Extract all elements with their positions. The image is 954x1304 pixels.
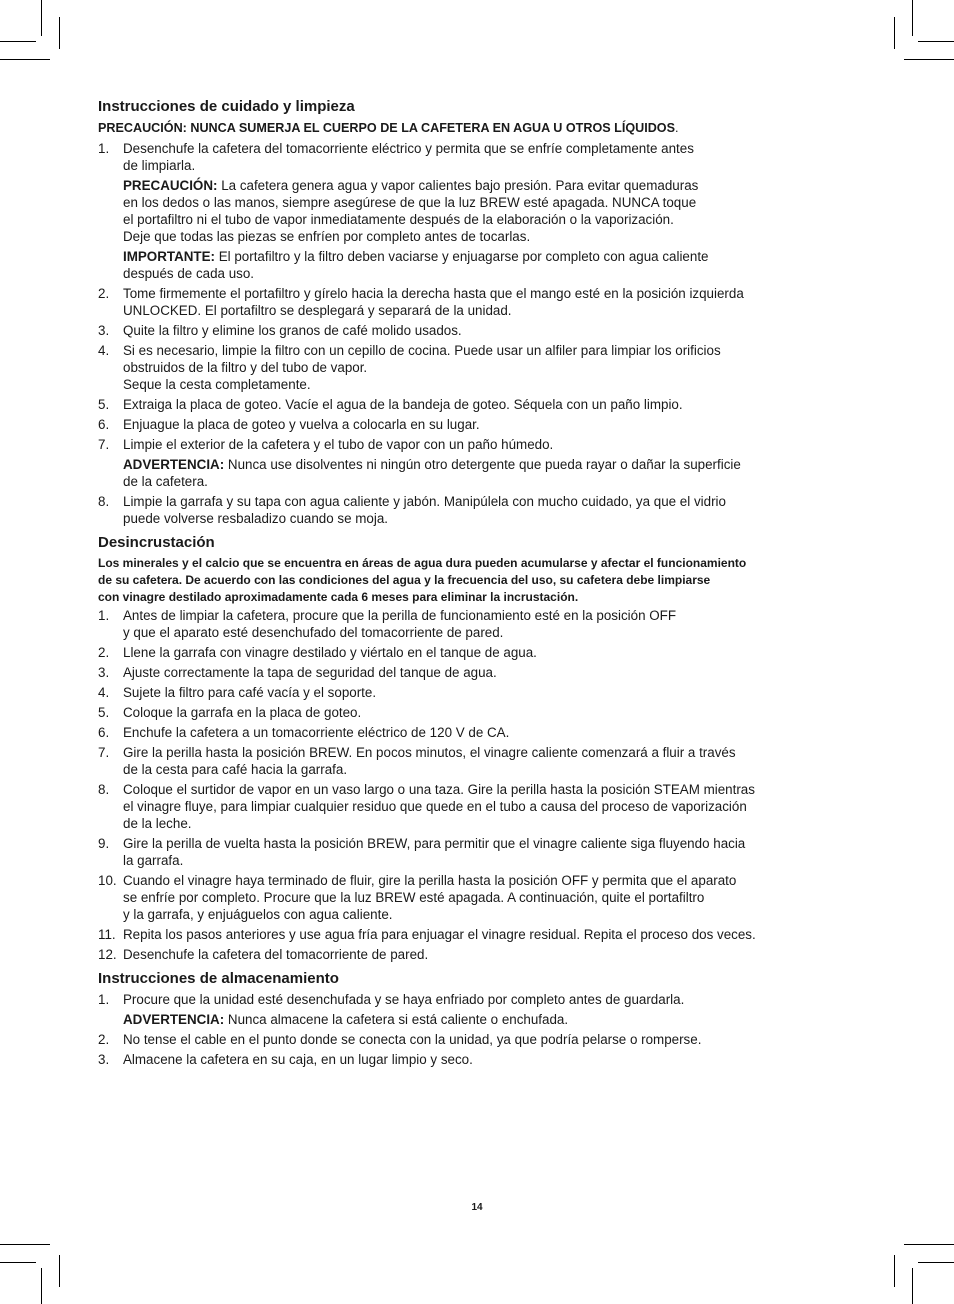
care-heading: Instrucciones de cuidado y limpieza [98,98,355,115]
care-caution: PRECAUCIÓN: NUNCA SUMERJA EL CUERPO DE LA CAFETERA EN AGUA U OTROS LÍQUIDOS. [98,121,679,135]
care-note-important: IMPORTANTE: El portafiltro y la filtro deben vaciarse y enjuagarse por completo con agua caliente después de cada uso. [123,249,709,281]
descaling-step-8: 8. Coloque el surtidor de vapor en un vaso largo o una taza. Gire la perilla hasta la posición STEAM mientras el vinagre fluye, para limpiar cualquier residuo que quede en el tubo a causa del proceso de vaporización de la leche. [98,782,755,831]
descaling-step-9: 9. Gire la perilla de vuelta hasta la posición BREW, para permitir que el vinagre caliente siga fluyendo hacia la garrafa. [98,836,746,868]
descaling-step-2: 2. Llene la garrafa con vinagre destilado y viértalo en el tanque de agua. [98,645,537,660]
crop-mark [904,1244,954,1245]
crop-mark [59,1255,60,1287]
crop-mark [41,1268,42,1304]
crop-mark [0,59,50,60]
descaling-step-1: 1. Antes de limpiar la cafetera, procure que la perilla de funcionamiento esté en la posición OFF y que el aparato esté desenchufado del tomacorriente de pared. [98,608,677,640]
storage-step-2: 2. No tense el cable en el punto donde se conecta con la unidad, ya que podría pelarse o romperse. [98,1032,702,1047]
crop-mark [0,41,36,42]
care-step-4: 4. Si es necesario, limpie la filtro con un cepillo de cocina. Puede usar un alfiler para limpiar los orificios obstruidos de la filtro y del tubo de vapor. Seque la cesta completamente. [98,343,721,392]
crop-mark [59,17,60,49]
storage-note-warning: ADVERTENCIA: Nunca almacene la cafetera si está caliente o enchufada. [123,1012,569,1027]
descaling-intro: Los minerales y el calcio que se encuentra en áreas de agua dura pueden acumularse y afectar el funcionamiento de su cafetera. De acuerdo con las condiciones del agua y la frecuencia del uso, su cafetera debe limpiarse con vinagre destilado aproximadamente cada 6 meses para eliminar la incrustación. [98,556,747,604]
crop-mark [904,59,954,60]
descaling-step-3: 3. Ajuste correctamente la tapa de seguridad del tanque de agua. [98,665,497,680]
descaling-step-10: 10. Cuando el vinagre haya terminado de fluir, gire la perilla hasta la posición OFF y permita que el aparato se enfríe por completo. Procure que la luz BREW esté apagada. A continuación, quite el portafiltro y la garrafa, y enjuáguelos con agua caliente. [98,873,737,922]
care-note-caution: PRECAUCIÓN: La cafetera genera agua y vapor calientes bajo presión. Para evitar quemaduras en los dedos o las manos, siempre asegúrese de que la luz BREW esté apagada. NUNCA toque el portafiltro ni el tubo de vapor inmediatamente después de la elaboración o la vaporización. Deje que todas las piezas se enfríen por completo antes de tocarlas. [123,178,699,244]
page-number: 14 [471,1202,483,1213]
descaling-step-6: 6. Enchufe la cafetera a un tomacorriente eléctrico de 120 V de CA. [98,725,510,740]
crop-mark [894,1255,895,1287]
crop-mark [918,41,954,42]
care-step-8: 8. Limpie la garrafa y su tapa con agua caliente y jabón. Manipúlela con mucho cuidado, ya que el vidrio puede volverse resbaladizo cuando se moja. [98,494,726,526]
storage-heading: Instrucciones de almacenamiento [98,970,339,987]
care-step-5: 5. Extraiga la placa de goteo. Vacíe el agua de la bandeja de goteo. Séquela con un paño limpio. [98,397,683,412]
crop-mark [912,0,913,36]
storage-step-3: 3. Almacene la cafetera en su caja, en un lugar limpio y seco. [98,1052,473,1067]
descaling-step-12: 12. Desenchufe la cafetera del tomacorriente de pared. [98,947,429,962]
crop-mark [894,17,895,49]
care-step-3: 3. Quite la filtro y elimine los granos de café molido usados. [98,323,462,338]
descaling-step-5: 5. Coloque la garrafa en la placa de goteo. [98,705,362,720]
care-step-6: 6. Enjuague la placa de goteo y vuelva a colocarla en su lugar. [98,417,480,432]
descaling-heading: Desincrustación [98,534,215,551]
crop-mark [0,1262,36,1263]
descaling-step-11: 11. Repita los pasos anteriores y use agua fría para enjuagar el vinagre residual. Repita el proceso dos veces. [98,927,756,942]
care-note-warning: ADVERTENCIA: Nunca use disolventes ni ningún otro detergente que pueda rayar o dañar la superficie de la cafetera. [123,457,741,489]
page-content [98,97,868,1068]
storage-step-1: 1. Procure que la unidad esté desenchufada y se haya enfriado por completo antes de guardarla. [98,992,685,1007]
care-step-2: 2. Tome firmemente el portafiltro y gírelo hacia la derecha hasta que el mango esté en la posición izquierda UNLOCKED. El portafiltro se desplegará y separará de la unidad. [98,286,744,318]
crop-mark [912,1268,913,1304]
descaling-step-4: 4. Sujete la filtro para café vacía y el soporte. [98,685,377,700]
crop-mark [0,1244,50,1245]
care-step-1: 1. Desenchufe la cafetera del tomacorriente eléctrico y permita que se enfríe completamente antes de limpiarla. [98,141,694,173]
descaling-step-7: 7. Gire la perilla hasta la posición BREW. En pocos minutos, el vinagre caliente comenzará a fluir a través de la cesta para café hacia la garrafa. [98,745,736,777]
care-step-7: 7. Limpie el exterior de la cafetera y el tubo de vapor con un paño húmedo. [98,437,554,452]
crop-mark [918,1262,954,1263]
crop-mark [41,0,42,36]
